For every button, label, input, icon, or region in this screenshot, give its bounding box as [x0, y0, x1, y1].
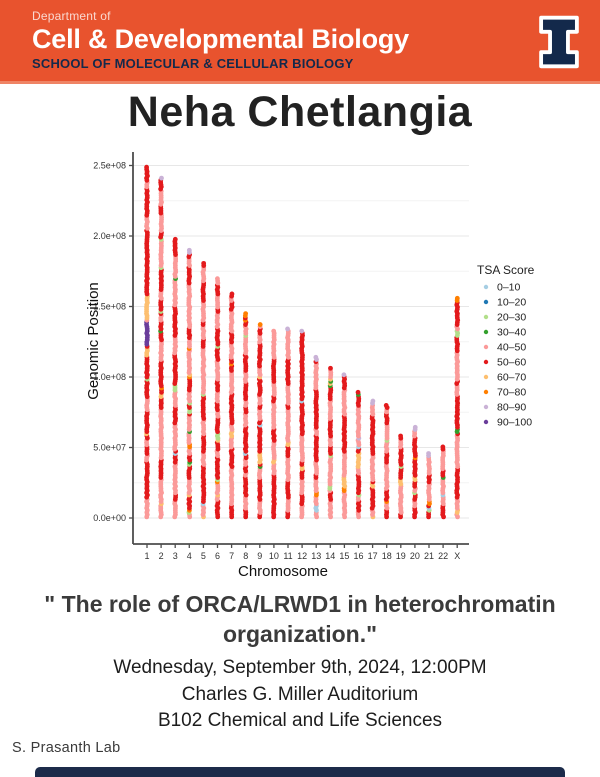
svg-text:19: 19 — [395, 551, 406, 561]
svg-text:1: 1 — [144, 551, 150, 561]
chart-canvas — [85, 146, 600, 586]
svg-text:50–60: 50–60 — [497, 356, 527, 369]
talk-room: B102 Chemical and Life Sciences — [157, 710, 443, 731]
svg-text:Chromosome: Chromosome — [237, 563, 329, 580]
svg-text:60–70: 60–70 — [497, 371, 527, 384]
svg-text:2.0e+08: 2.0e+08 — [93, 231, 126, 241]
svg-text:17: 17 — [367, 551, 378, 561]
svg-text:1.0e+08: 1.0e+08 — [93, 372, 126, 382]
svg-text:30–40: 30–40 — [497, 326, 527, 339]
svg-text:70–80: 70–80 — [497, 386, 527, 399]
school-subtitle: SCHOOL OF MOLECULAR & CELLULAR BIOLOGY — [32, 56, 354, 71]
svg-text:X: X — [454, 551, 461, 561]
talk-venue: Charles G. Miller Auditorium — [181, 684, 419, 705]
svg-text:2: 2 — [158, 551, 164, 561]
talk-title: " The role of ORCA/LRWD1 in heterochromatin organization." — [44, 591, 556, 647]
svg-text:7: 7 — [229, 551, 235, 561]
svg-text:10: 10 — [268, 551, 279, 561]
department-label: Department of — [32, 9, 111, 23]
svg-text:3: 3 — [172, 551, 178, 561]
svg-text:0–10: 0–10 — [497, 281, 521, 294]
svg-text:20–30: 20–30 — [497, 311, 527, 324]
bottom-scrollbar[interactable] — [35, 767, 565, 777]
svg-text:1.5e+08: 1.5e+08 — [93, 301, 126, 312]
svg-text:0.0e+00: 0.0e+00 — [93, 513, 126, 523]
svg-text:6: 6 — [214, 551, 221, 561]
svg-text:5: 5 — [200, 551, 206, 561]
header-banner — [0, 0, 600, 84]
svg-text:9: 9 — [257, 551, 263, 561]
svg-text:40–50: 40–50 — [497, 341, 527, 354]
svg-text:TSA Score: TSA Score — [477, 263, 535, 277]
illinois-block-i-icon — [536, 10, 582, 74]
svg-text:22: 22 — [438, 551, 449, 561]
svg-text:13: 13 — [311, 551, 322, 561]
tsa-score-chart — [85, 146, 600, 586]
lab-credit: S. Prasanth Lab — [12, 740, 121, 756]
svg-text:4: 4 — [186, 551, 192, 561]
svg-text:21: 21 — [423, 551, 435, 561]
svg-text:10–20: 10–20 — [497, 296, 527, 309]
svg-text:90–100: 90–100 — [497, 416, 533, 429]
svg-text:2.5e+08: 2.5e+08 — [93, 160, 126, 171]
svg-text:20: 20 — [409, 551, 420, 561]
svg-text:12: 12 — [297, 551, 308, 561]
svg-text:80–90: 80–90 — [497, 401, 527, 414]
speaker-name: Neha Chetlangia — [127, 88, 473, 136]
svg-text:15: 15 — [339, 551, 350, 561]
svg-text:11: 11 — [283, 551, 293, 561]
header-text — [32, 9, 409, 71]
talk-datetime: Wednesday, September 9th, 2024, 12:00PM — [113, 657, 487, 678]
svg-text:5.0e+07: 5.0e+07 — [93, 442, 126, 453]
svg-text:8: 8 — [243, 551, 249, 561]
department-title: Cell & Developmental Biology — [32, 24, 409, 54]
svg-text:Genomic Position: Genomic Position — [85, 282, 102, 400]
svg-text:18: 18 — [381, 551, 392, 561]
svg-text:16: 16 — [353, 551, 364, 561]
svg-text:14: 14 — [325, 551, 336, 561]
